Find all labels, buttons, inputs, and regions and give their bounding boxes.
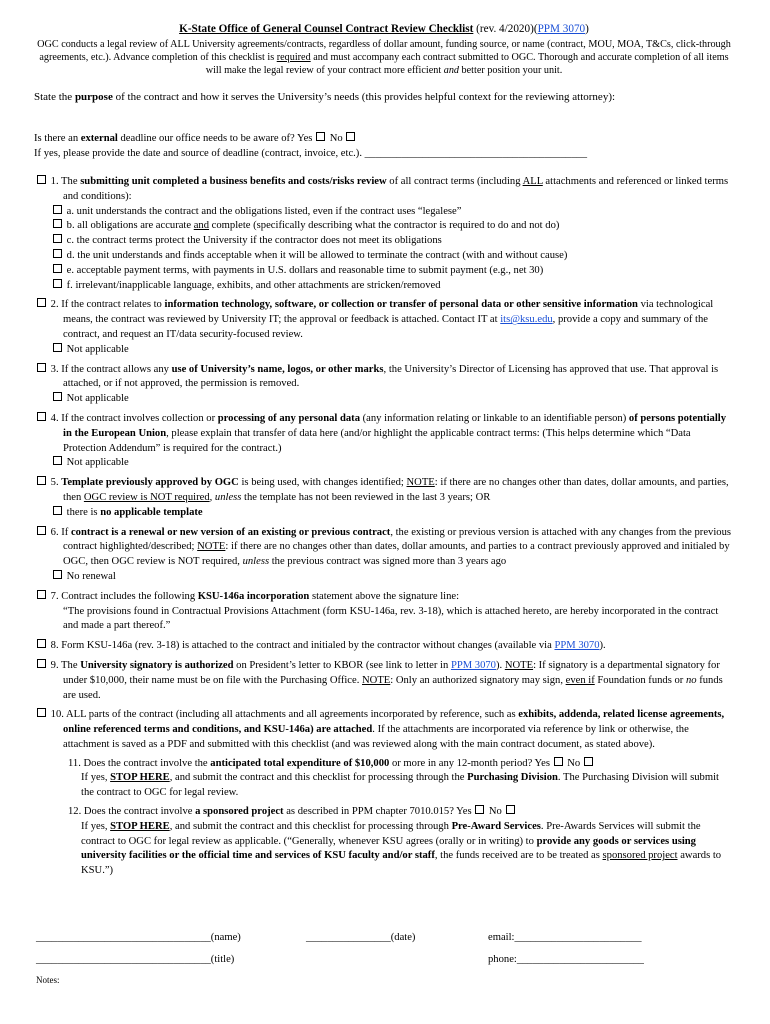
title-close: ) bbox=[585, 23, 589, 35]
item-1d-checkbox[interactable] bbox=[53, 249, 62, 258]
item-7-bold: KSU-146a incorporation bbox=[197, 590, 310, 602]
item-12-text-7: awards to KSU.”) bbox=[81, 850, 722, 877]
item-9-text-3: ). bbox=[495, 659, 505, 671]
item-7-quote: “The provisions found in Contractual Provisions Attachment (form KSU-146a, rev. 3-18), which is attached hereto, are hereby incorporated in the contract and made a part thereof.” bbox=[63, 605, 719, 632]
item-5-text-2: : if there are no changes other than dates, dollar amounts, and parties, then bbox=[63, 477, 729, 503]
item-8-checkbox[interactable] bbox=[37, 639, 46, 648]
item-12-text-3: If yes, bbox=[81, 820, 111, 832]
item-1c bbox=[52, 234, 734, 249]
item-5-note: NOTE bbox=[406, 477, 435, 489]
item-1e-text: e. acceptable payment terms, with payments in U.S. dollars and reasonable time to submit payment (e.g., net 30) bbox=[66, 264, 544, 276]
item-3 bbox=[34, 363, 734, 407]
item-1d bbox=[52, 249, 734, 264]
item-11-text-4: , and submit the contract and this checklist for processing through the bbox=[169, 772, 468, 784]
item-1b-and: and bbox=[193, 220, 210, 232]
item-5-not-required: OGC review is NOT required bbox=[83, 491, 210, 503]
item-1-text-2: of all contract terms (including bbox=[386, 176, 523, 187]
revision-text: (rev. 4/2020)( bbox=[473, 23, 538, 35]
item-11-text-2: or more in any 12-month period? Yes bbox=[389, 757, 553, 769]
item-8-text: 8. Form KSU-146a (rev. 3-18) is attached to the contract and initialed by the contractor without changes (available via bbox=[50, 640, 555, 652]
date-field[interactable]: ________________(date) bbox=[306, 932, 416, 943]
item-7-text-2: statement above the signature line: bbox=[309, 590, 460, 602]
item-1f-checkbox[interactable] bbox=[53, 279, 62, 288]
item-5 bbox=[34, 476, 734, 520]
deadline-text-2: deadline our office needs to be aware of? Yes bbox=[117, 133, 316, 145]
item-12-no-checkbox[interactable] bbox=[506, 805, 515, 814]
item-1d-text: d. the unit understands and finds acceptable when it will be allowed to terminate the contract (with and without cause) bbox=[66, 249, 568, 261]
item-5-no-template-bold: no applicable template bbox=[100, 506, 203, 518]
title-field[interactable]: _________________________________(title) bbox=[36, 954, 235, 965]
intro-and: and bbox=[443, 65, 459, 77]
item-2-text-2: via technological means, the contract was reviewed by University IT; the approval or feedback is attached. Contact IT at bbox=[63, 299, 714, 326]
item-1-bold: submitting unit completed a business benefits and costs/risks review bbox=[80, 176, 387, 187]
item-6-na-checkbox[interactable] bbox=[53, 570, 62, 579]
item-10-text-2: . If the attachments are incorporated via reference by link or otherwise, the attachment is saved as a PDF and submitted with this checklist (and was reviewed along with the main contract document, as stated above). bbox=[63, 724, 689, 750]
item-1-text-3: attachments and referenced or linked terms and conditions): bbox=[63, 176, 729, 202]
item-3-text-2: , the University’s Director of Licensing has approved that use. That approval is attached, or if not approved, the permission is removed. bbox=[63, 363, 719, 390]
item-12-text-5: . Pre-Awards Services will submit the contract to OGC for legal review as applicable. (“Generally, whenever KSU agrees (orally or in writing) to bbox=[81, 820, 701, 847]
item-6-text-3: the previous contract was signed more than 3 years ago bbox=[269, 556, 507, 568]
item-12-yes-checkbox[interactable] bbox=[475, 805, 484, 814]
item-2-checkbox[interactable] bbox=[37, 298, 46, 307]
deadline-yes-checkbox[interactable] bbox=[316, 132, 325, 141]
item-4-bold-2: of persons potentially in the European Union bbox=[63, 412, 727, 439]
item-11-question bbox=[68, 757, 734, 772]
item-9-text-7: funds are used. bbox=[63, 674, 723, 701]
item-12-sponsored: sponsored project bbox=[602, 850, 678, 862]
notes-label: Notes: bbox=[36, 975, 60, 985]
item-1-checkbox[interactable] bbox=[37, 175, 46, 184]
title-text: K-State Office of General Counsel Contract Review Checklist bbox=[179, 23, 474, 35]
name-field[interactable]: _________________________________(name) bbox=[36, 932, 241, 943]
item-4-text-3: , please explain that transfer of data here (and/or highlight the applicable contract terms: (This helps determine which “Data Protection Addendum” is required for the contract.) bbox=[63, 427, 691, 454]
item-9-note: NOTE bbox=[504, 659, 534, 671]
item-12-text: 12. Does the contract involve bbox=[68, 806, 196, 818]
item-2-text: 2. If the contract relates to bbox=[50, 299, 165, 311]
item-2-na bbox=[52, 343, 734, 358]
item-1a bbox=[52, 205, 734, 220]
item-9-even-if: even if bbox=[565, 674, 595, 686]
item-9-text-5: : Only an authorized signatory may sign, bbox=[390, 674, 566, 686]
item-6-checkbox[interactable] bbox=[37, 526, 46, 535]
item-5-no-template-text: there is bbox=[66, 506, 101, 518]
item-7 bbox=[34, 590, 734, 634]
deadline-no-label: No bbox=[327, 133, 346, 145]
item-3-na bbox=[52, 392, 734, 407]
item-4 bbox=[34, 412, 734, 471]
intro-text-2: and must accompany each contract submitted to OGC. Thorough and accurate completion of all items will make the legal review of your contract more efficient bbox=[205, 52, 729, 77]
item-1-subitems bbox=[52, 205, 734, 294]
item-7-text: 7. Contract includes the following bbox=[50, 590, 198, 602]
deadline-text-1: Is there an bbox=[34, 133, 81, 145]
intro-paragraph bbox=[34, 38, 734, 78]
item-1e bbox=[52, 264, 734, 279]
item-11-text-5: . The Purchasing Division will submit the contract to OGC for legal review. bbox=[81, 772, 719, 799]
deadline-section bbox=[34, 132, 734, 162]
item-1f-text: f. irrelevant/inapplicable language, exhibits, and other attachments are stricken/removed bbox=[66, 279, 441, 291]
item-1c-text: c. the contract terms protect the University if the contractor does not meet its obligations bbox=[66, 235, 442, 247]
item-2-na-checkbox[interactable] bbox=[53, 343, 62, 352]
item-9-checkbox[interactable] bbox=[37, 659, 46, 668]
item-1b-text-2: complete (specifically describing what the contractor is required to do and not do) bbox=[209, 220, 560, 232]
item-11-yes-checkbox[interactable] bbox=[554, 757, 563, 766]
deadline-details: If yes, please provide the date and source of deadline (contract, invoice, etc.). __________________________________________ bbox=[34, 148, 588, 160]
item-5-checkbox[interactable] bbox=[37, 476, 46, 485]
item-1 bbox=[34, 175, 734, 293]
item-8 bbox=[34, 639, 734, 654]
item-3-text: 3. If the contract allows any bbox=[50, 363, 172, 375]
item-1-all: ALL bbox=[522, 176, 543, 187]
item-9-text-6: Foundation funds or bbox=[594, 674, 686, 686]
item-2 bbox=[34, 298, 734, 357]
item-5-comma: , bbox=[209, 491, 215, 503]
deadline-external: external bbox=[80, 133, 118, 145]
ppm-3070-link[interactable]: PPM 3070 bbox=[537, 23, 586, 35]
item-4-text: 4. If the contract involves collection or bbox=[50, 412, 218, 424]
item-11 bbox=[34, 757, 734, 801]
item-6-na bbox=[52, 570, 734, 585]
deadline-question bbox=[34, 132, 734, 147]
item-10 bbox=[34, 708, 734, 752]
item-2-text-3: , provide a copy and summary of the contract, and request an IT/data security-focused review. bbox=[63, 314, 709, 340]
item-6 bbox=[34, 526, 734, 585]
item-11-bold: anticipated total expenditure of $10,000 bbox=[210, 757, 390, 769]
item-11-no-label: No bbox=[564, 757, 583, 769]
item-5-num: 5. bbox=[50, 477, 62, 489]
deadline-no-checkbox[interactable] bbox=[346, 132, 355, 141]
item-5-no-template-checkbox[interactable] bbox=[53, 506, 62, 515]
item-9-no: no bbox=[685, 674, 697, 686]
item-1a-checkbox[interactable] bbox=[53, 205, 62, 214]
item-1a-text: a. unit understands the contract and the obligations listed, even if the contract uses “legalese” bbox=[66, 205, 462, 217]
item-1c-checkbox[interactable] bbox=[53, 234, 62, 243]
item-4-na-checkbox[interactable] bbox=[53, 456, 62, 465]
item-8-close: ). bbox=[599, 640, 606, 652]
item-6-text: , the existing or previous version is attached with any changes from the previous contract highlighted/described; bbox=[63, 526, 731, 553]
item-12-bold-2: provide any goods or services using university facilities or the official time and services of KSU faculty and/or staff bbox=[81, 835, 696, 862]
item-12-question bbox=[68, 805, 734, 820]
item-7-checkbox[interactable] bbox=[37, 590, 46, 599]
item-5-no-template bbox=[52, 506, 734, 521]
item-4-na-label: Not applicable bbox=[66, 457, 129, 469]
its-email-link[interactable]: its@ksu.edu bbox=[500, 314, 553, 326]
item-12-text-4: , and submit the contract and this checklist for processing through bbox=[169, 820, 452, 832]
item-9-ppm-link[interactable]: PPM 3070 bbox=[450, 659, 496, 671]
item-3-na-label: Not applicable bbox=[66, 393, 129, 405]
item-5-text: is being used, with changes identified; bbox=[238, 477, 407, 489]
item-12 bbox=[34, 805, 734, 879]
item-1b bbox=[52, 219, 734, 234]
item-4-text-2: (any information relating or linkable to an identifiable person) bbox=[360, 412, 629, 424]
item-6-unless: unless bbox=[242, 556, 270, 568]
item-9-text-2: on President’s letter to KBOR (see link to letter in bbox=[233, 659, 451, 671]
item-10-text: 10. ALL parts of the contract (including all attachments and all agreements incorporated by reference, such as bbox=[50, 709, 519, 721]
item-12-text-6: , the funds received are to be treated as bbox=[434, 850, 603, 862]
item-1e-checkbox[interactable] bbox=[53, 264, 62, 273]
intro-text-3: better position your unit. bbox=[459, 65, 563, 77]
item-9 bbox=[34, 659, 734, 703]
item-10-bold: exhibits, addenda, related license agreements, online referenced terms and conditions, and KSU-146a) are attached bbox=[63, 709, 725, 736]
purpose-text-1: State the bbox=[34, 90, 75, 103]
item-1f bbox=[52, 279, 734, 294]
item-11-no-checkbox[interactable] bbox=[584, 757, 593, 766]
purpose-bold: purpose bbox=[74, 90, 113, 103]
item-9-text: 9. The bbox=[50, 659, 81, 671]
item-6-bold: contract is a renewal or new version of an existing or previous contract bbox=[70, 526, 391, 538]
page-title bbox=[34, 22, 734, 36]
purpose-prompt bbox=[34, 90, 734, 105]
item-11-text-3: If yes, bbox=[81, 772, 111, 784]
item-12-stop-here: STOP HERE bbox=[110, 820, 170, 832]
item-4-checkbox[interactable] bbox=[37, 412, 46, 421]
item-1b-checkbox[interactable] bbox=[53, 219, 62, 228]
item-6-text-2: : if there are no changes other than dates, dollar amounts, and parties to a contract previously approved and initialed by OGC, then OGC review is NOT required, bbox=[63, 541, 730, 568]
item-11-purchasing: Purchasing Division bbox=[467, 772, 558, 784]
item-12-text-2: as described in PPM chapter 7010.015? Yes bbox=[283, 806, 475, 818]
item-12-bold: a sponsored project bbox=[195, 806, 284, 818]
item-9-text-4: : If signatory is a departmental signatory for under $10,000, their name must be on file with the Purchasing Office. bbox=[63, 659, 720, 686]
intro-text-1: OGC conducts a legal review of ALL University agreements/contracts, regardless of dollar amount, funding source, or name (contract, MOU, MOA, T&Cs, click-through agreements, etc.). Advance completion of this checklist is bbox=[37, 39, 731, 64]
intro-required: required bbox=[276, 52, 311, 64]
item-5-text-3: the template has not been reviewed in the last 3 years; OR bbox=[241, 491, 491, 503]
item-9-note-2: NOTE bbox=[362, 674, 391, 686]
item-10-checkbox[interactable] bbox=[37, 708, 46, 717]
item-12-instructions bbox=[81, 820, 734, 879]
item-1b-text: b. all obligations are accurate bbox=[66, 220, 194, 232]
purpose-text-2: of the contract and how it serves the University’s needs (this provides helpful context for the reviewing attorney): bbox=[112, 90, 616, 103]
email-field[interactable]: email:________________________ bbox=[488, 932, 642, 943]
item-4-na bbox=[52, 456, 734, 471]
item-3-bold: use of University’s name, logos, or other marks bbox=[171, 363, 384, 375]
item-5-unless: unless bbox=[214, 491, 242, 503]
phone-field[interactable]: phone:________________________ bbox=[488, 954, 644, 965]
item-11-instructions bbox=[81, 771, 734, 801]
item-2-na-label: Not applicable bbox=[66, 343, 129, 355]
item-6-note: NOTE bbox=[197, 541, 226, 553]
item-8-ppm-link[interactable]: PPM 3070 bbox=[554, 640, 600, 652]
item-9-bold: University signatory is authorized bbox=[80, 659, 234, 671]
item-11-text: 11. Does the contract involve the bbox=[68, 757, 211, 769]
item-11-stop-here: STOP HERE bbox=[110, 772, 170, 784]
item-12-pre-award: Pre-Award Services bbox=[451, 820, 541, 832]
item-6-na-label: No renewal bbox=[66, 570, 116, 582]
item-6-num: 6. If bbox=[50, 526, 71, 538]
item-1-text: 1. The bbox=[50, 176, 81, 187]
item-4-bold: processing of any personal data bbox=[217, 412, 360, 424]
item-12-no-label: No bbox=[486, 806, 505, 818]
item-3-checkbox[interactable] bbox=[37, 363, 46, 372]
item-2-bold: information technology, software, or collection or transfer of personal data or other sensitive information bbox=[164, 299, 638, 311]
item-5-bold: Template previously approved by OGC bbox=[61, 477, 239, 489]
item-3-na-checkbox[interactable] bbox=[53, 392, 62, 401]
